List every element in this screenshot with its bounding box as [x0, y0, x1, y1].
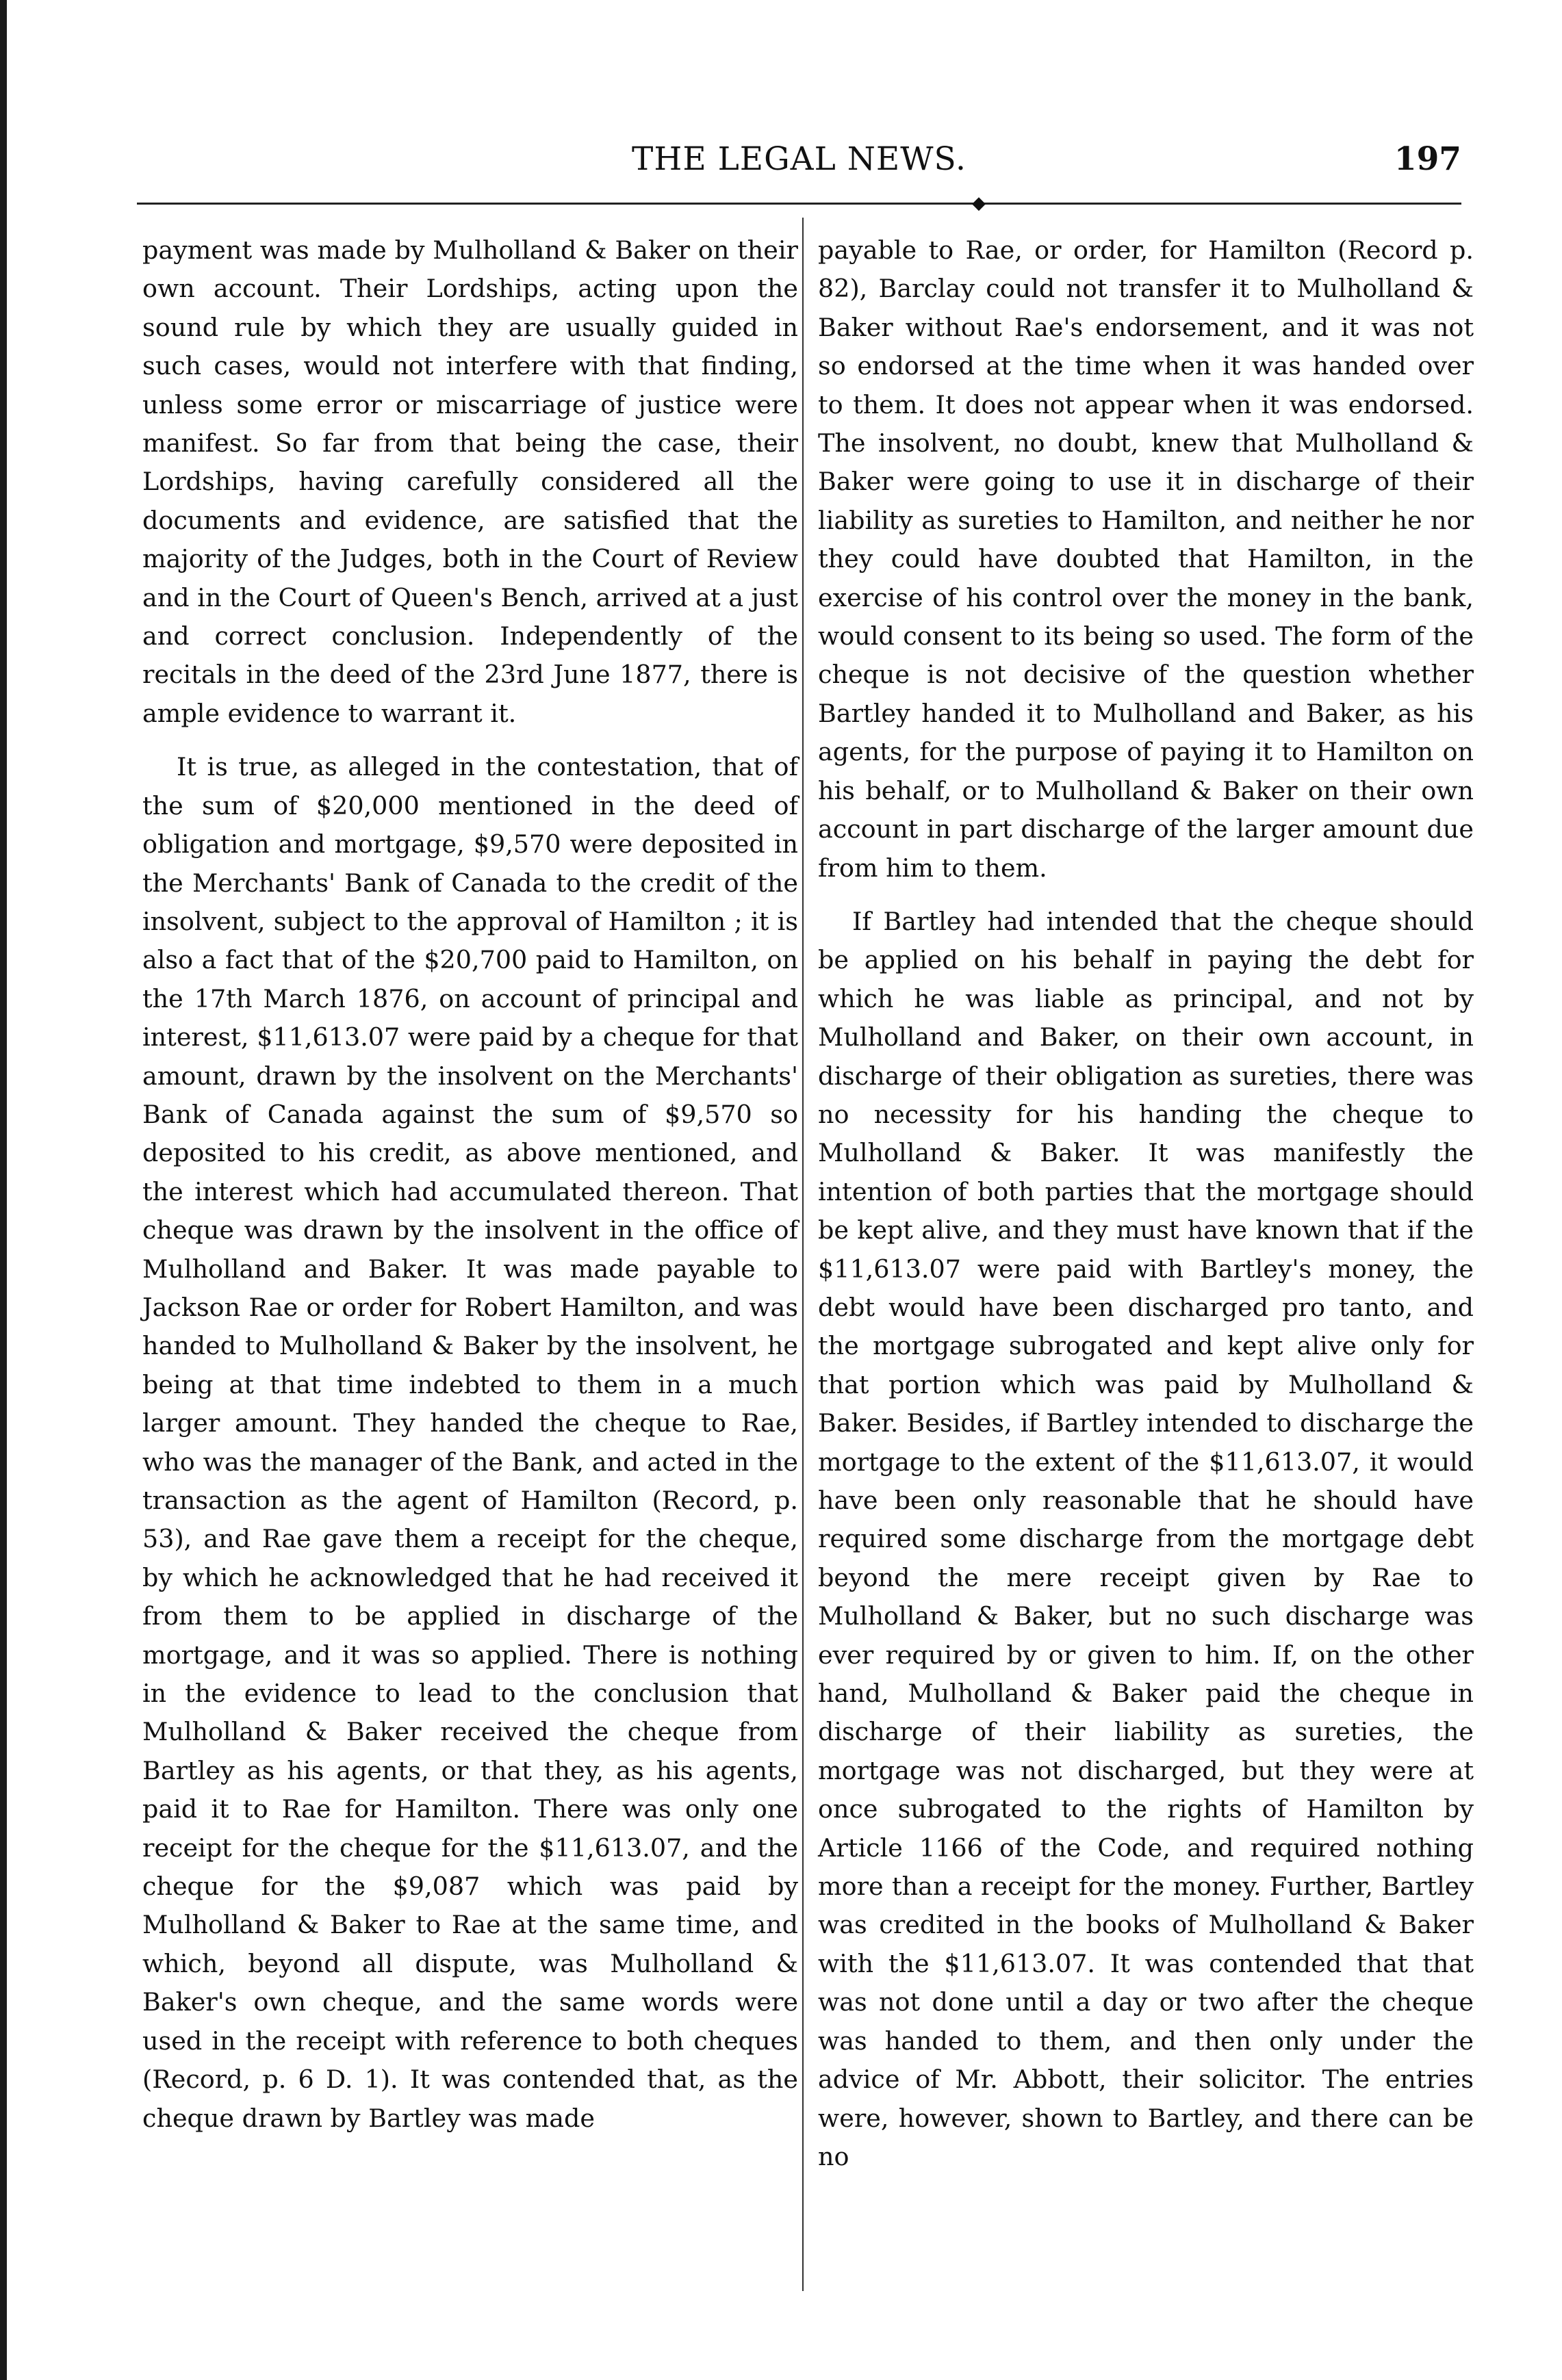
- left-paragraph-2: It is true, as alleged in the contestation, that of the sum of $20,000 mentioned in the deed of obligation and mortgage, $9,570 were deposited in the Merchants' Bank of Canada to the credit of the insolvent, subject to the approval of Hamilton ; it is also a fact that of the $20,700 paid to Hamilton, on the 17th March 1876, on account of principal and interest, $11,613.07 were paid by a cheque for that amount, drawn by the insolvent on the Merchants' Bank of Canada against the sum of $9,570 so deposited to his credit, as above mentioned, and the interest which had accumulated thereon. That cheque was drawn by the insolvent in the office of Mulholland and Baker. It was made payable to Jackson Rae or order for Robert Hamilton, and was handed to Mulholland & Baker by the insolvent, he being at that time indebted to them in a much larger amount. They handed the cheque to Rae, who was the manager of the Bank, and acted in the transaction as the agent of Hamilton (Record, p. 53), and Rae gave them a receipt for the cheque, by which he acknowledged that he had received it from them to be applied in discharge of the mortgage, and it was so applied. There is nothing in the evidence to lead to the conclusion that Mulholland & Baker received the cheque from Bartley as his agents, or that they, as his agents, paid it to Rae for Hamilton. There was only one receipt for the cheque for the $11,613.07, and the cheque for the $9,087 which was paid by Mulholland & Baker to Rae at the same time, and which, beyond all dispute, was Mulholland & Baker's own cheque, and the same words were used in the receipt with reference to both cheques (Record, p. 6 D. 1). It was contended that, as the cheque drawn by Bartley was made: [142, 752, 798, 2133]
- running-header: [137, 140, 1461, 188]
- right-column: [818, 231, 1474, 2176]
- column-divider: [802, 218, 804, 2291]
- page-edge-shadow: [0, 0, 7, 2380]
- right-paragraph-2: If Bartley had intended that the cheque should be applied on his behalf in paying the debt for which he was liable as principal, and not by Mulholland and Baker, on their own account, in discharge of their obligation as sureties, there was no necessity for his handing the cheque to Mulholland & Baker. It was manifestly the intention of both parties that the mortgage should be kept alive, and they must have known that if the $11,613.07 were paid with Bartley's money, the debt would have been discharged pro tanto, and the mortgage subrogated and kept alive only for that portion which was paid by Mulholland & Baker. Besides, if Bartley intended to discharge the mortgage to the extent of the $11,613.07, it would have been only reasonable that he should have required some discharge from the mortgage debt beyond the mere receipt given by Rae to Mulholland & Baker, but no such discharge was ever required by or given to him. If, on the other hand, Mulholland & Baker paid the cheque in discharge of their liability as sureties, the mortgage was not discharged, but they were at once subrogated to the rights of Hamilton by Article 1166 of the Code, and required nothing more than a receipt for the money. Further, Bartley was credited in the books of Mulholland & Baker with the $11,613.07. It was contended that that was not done until a day or two after the cheque was handed to them, and then only under the advice of Mr. Abbott, their solicitor. The entries were, however, shown to Bartley, and there can be no: [818, 906, 1474, 2171]
- page-number: 197: [1394, 140, 1461, 178]
- journal-title: THE LEGAL NEWS.: [632, 140, 966, 178]
- right-paragraph-1: payable to Rae, or order, for Hamilton (Record p. 82), Barclay could not transfer it to Mulholland & Baker without Rae's endorsement, and it was not so endorsed at the time when it was handed over to them. It does not appear when it was endorsed. The insolvent, no doubt, knew that Mulholland & Baker were going to use it in discharge of their liability as sureties to Hamilton, and neither he nor they could have doubted that Hamilton, in the exercise of his control over the money in the bank, would consent to its being so used. The form of the cheque is not decisive of the question whether Bartley handed it to Mulholland and Baker, as his agents, for the purpose of paying it to Hamilton on his behalf, or to Mulholland & Baker on their own account in part discharge of the larger amount due from him to them.: [818, 235, 1474, 883]
- left-paragraph-1: payment was made by Mulholland & Baker on their own account. Their Lordships, acting upon the sound rule by which they are usually guided in such cases, would not interfere with that finding, unless some error or miscarriage of justice were manifest. So far from that being the case, their Lordships, having carefully considered all the documents and evidence, are satisfied that the majority of the Judges, both in the Court of Review and in the Court of Queen's Bench, arrived at a just and correct conclusion. Independently of the recitals in the deed of the 23rd June 1877, there is ample evidence to warrant it.: [142, 235, 798, 728]
- rule-ornament-icon: ◆: [972, 193, 986, 214]
- header-rule: [137, 203, 1461, 205]
- left-column: [142, 231, 798, 2138]
